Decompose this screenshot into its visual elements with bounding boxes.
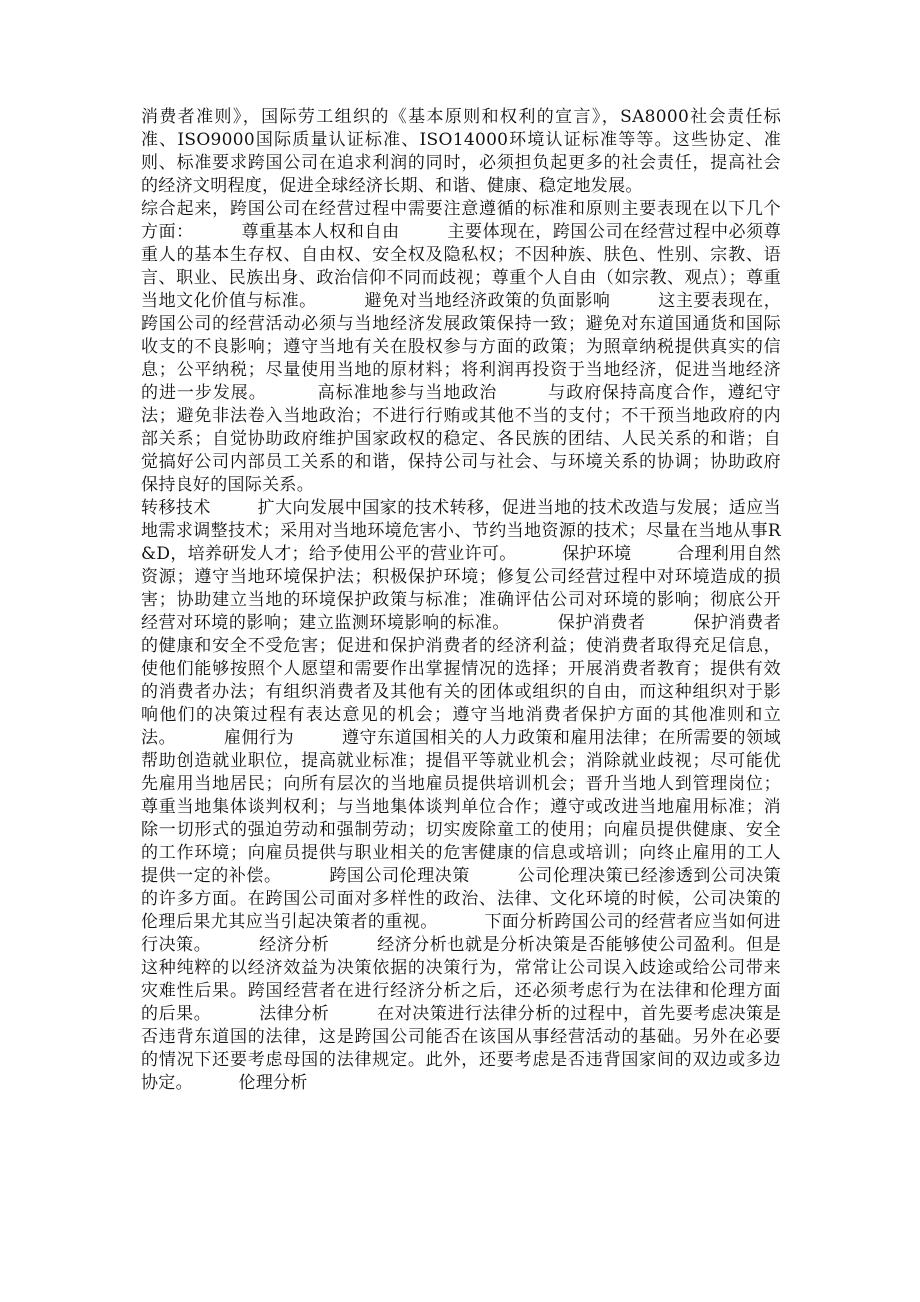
paragraph-technology-ethics: 转移技术 扩大向发展中国家的技术转移，促进当地的技术改造与发展；适应当地需求调整技术；采用对当地环境危害小、节约当地资源的技术；尽量在当地从事R&D，培养研发人才；给予使用公平的营业许可。 保护环境 合理利用自然资源；遵守当地环境保护法；积极保护环境；修复公司经营过程中对环境造成的损害；协助建立当地的环境保护政策与标准；准确评估公司对环境的影响；彻底公开经营对环境的影响；建立监测环境影响的标准。 保护消费者 保护消费者的健康和安全不受危害；促进和保护消费者的经济利益；使消费者取得充足信息，使他们能够按照个人愿望和需要作出掌握情况的选择；开展消费者教育；提供有效的消费者办法；有组织消费者及其他有关的团体或组织的自由，而这种组织对于影响他们的决策过程有表达意见的机会；遵守当地消费者保护方面的其他准则和立法。 雇佣行为 遵守东道国相关的人力政策和雇用法律；在所需要的领域帮助创造就业职位，提高就业标准；提倡平等就业机会；消除就业歧视；尽可能优先雇用当地居民；向所有层次的当地雇员提供培训机会；晋升当地人到管理岗位；尊重当地集体谈判权利；与当地集体谈判单位合作；遵守或改进当地雇用标准；消除一切形式的强迫劳动和强制劳动；切实废除童工的使用；向雇员提供健康、安全的工作环境；向雇员提供与职业相关的危害健康的信息或培训；向终止雇用的工人提供一定的补偿。 跨国公司伦理决策 公司伦理决策已经渗透到公司决策的许多方面。在跨国公司面对多样性的政治、法律、文化环境的时候，公司决策的伦理后果尤其应当引起决策者的重视。 下面分析跨国公司的经营者应当如何进行决策。 经济分析 经济分析也就是分析决策是否能够使公司盈利。但是这种纯粹的以经济效益为决策依据的决策行为，常常让公司误入歧途或给公司带来灾难性后果。跨国经营者在进行经济分析之后，还必须考虑行为在法律和伦理方面的后果。 法律分析 在对决策进行法律分析的过程中，首先要考虑决策是否违背东道国的法律，这是跨国公司能否在该国从事经营活动的基础。另外在必要的情况下还要考虑母国的法律规定。此外，还要考虑是否违背国家间的双边或多边协定。 伦理分析 [141,498,781,1093]
document-body [141,106,781,1095]
paragraph-intro: 消费者准则》，国际劳工组织的《基本原则和权利的宣言》，SA8000社会责任标准、ISO9000国际质量认证标准、ISO14000环境认证标准等等。这些协定、准则、标准要求跨国公司在追求利润的同时，必须担负起更多的社会责任，提高社会的经济文明程度，促进全球经济长期、和谐、健康、稳定地发展。 [141,107,781,196]
paragraph-principles: 综合起来，跨国公司在经营过程中需要注意遵循的标准和原则主要表现在以下几个方面： 尊重基本人权和自由 主要体现在，跨国公司在经营过程中必须尊重人的基本生存权、自由权、安全权及隐私权；不因种族、肤色、性别、宗教、语言、职业、民族出身、政治信仰不同而歧视；尊重个人自由（如宗教、观点）；尊重当地文化价值与标准。 避免对当地经济政策的负面影响 这主要表现在，跨国公司的经营活动必须与当地经济发展政策保持一致；避免对东道国通货和国际收支的不良影响；遵守当地有关在股权参与方面的政策；为照章纳税提供真实的信息；公平纳税；尽量使用当地的原材料；将利润再投资于当地经济，促进当地经济的进一步发展。 高标准地参与当地政治 与政府保持高度合作，遵纪守法；避免非法卷入当地政治；不进行行贿或其他不当的支付；不干预当地政府的内部关系；自觉协助政府维护国家政权的稳定、各民族的团结、人民关系的和谐；自觉搞好公司内部员工关系的和谐，保持公司与社会、与环境关系的协调；协助政府保持良好的国际关系。 [141,199,781,495]
